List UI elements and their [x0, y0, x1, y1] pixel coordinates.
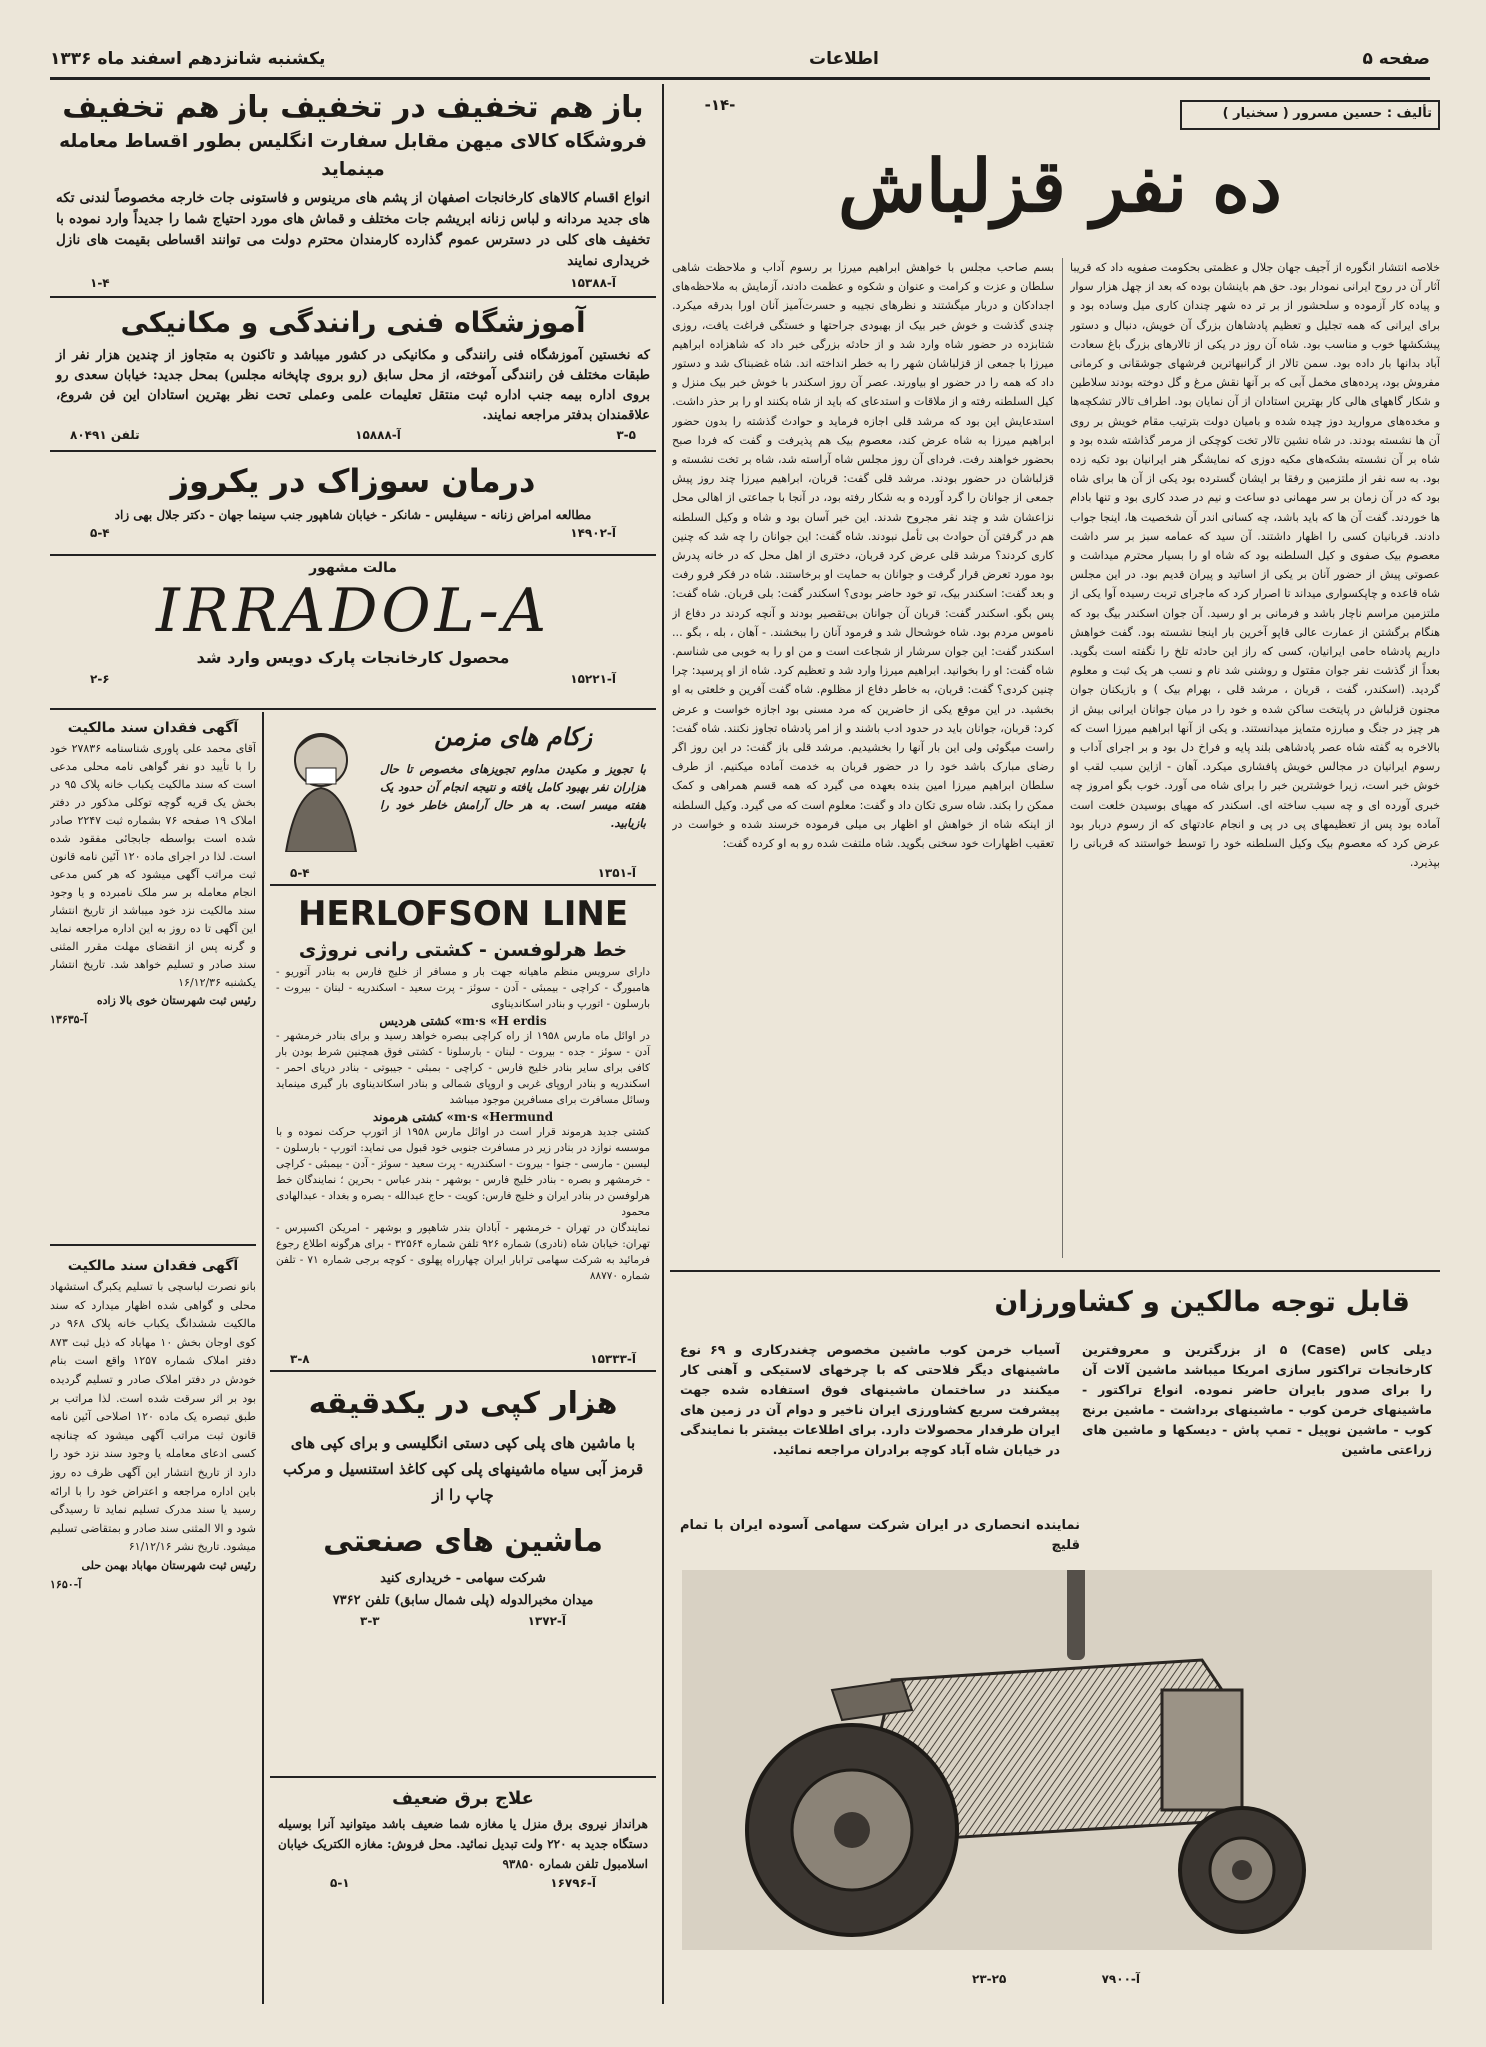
tractor-ad-text-left: آسیاب خرمن کوب ماشین مخصوص چغندرکاری و ۶۹ نوع ماشینهای دیگر فلاحتی که با چرخهای لاستیکی و آهنی کار میکنند در ساختمان ماشینهای فوق استفاده شده جهت پیشرفت سریع کشاورزی ایران ناخیر و دوام آن در زمین های ایران طرفدار محصولات دارد. برای اطلاعات بیشتر با نمایندگی در خیابان شاه آباد کوچه برادران مراجعه نمائید.	[680, 1342, 1060, 1457]
irradol-over: مالت مشهور	[309, 560, 397, 576]
discount-ad-subtitle: فروشگاه کالای میهن مقابل سفارت انگلیس بطور اقساط معامله مینماید	[59, 131, 647, 180]
irradol-codes: آ-۱۵۲۲۱ ۲-۶	[90, 672, 616, 686]
copy-machine-brand: ماشین های صنعتی	[323, 1524, 603, 1559]
tractor-ad-codes: آ-۷۹۰۰ ۲۳-۲۵	[972, 1972, 1140, 1986]
lost-deed-1-body: آقای محمد علی پاوری شناسنامه ۲۷۸۳۶ خود را با تأیید دو نفر گواهی نامه محلی مدعی است که سند مالکیت یکباب خانه پلاک ۹۵ در بخش یک قریه گوچه توکلی مذکور در دفتر املاک ۱۹ صفحه ۷۶ بشماره ثبت ۲۲۴۷ صادر شده است بواسطه جابجائی مفقود شده است. لذا در اجرای ماده ۱۲۰ آئین نامه قانون ثبت مراتب آگهی میشود که هر کس مدعی انجام معامله بر سر ملک نامبرده و یا وجود سند مالکیت نزد خود میباشد از تاریخ انتشار این آگهی تا ده روز به این اداره مراجعه نماید و گرنه پس از انقضای مهلت مقرر المثنی سند صادر و تسلیم خواهد شد. تاریخ انتشار یکشنبه ۱۶/۱۲/۳۶	[50, 742, 256, 989]
lost-deed-1-title: آگهی فقدان سند مالکیت	[67, 720, 239, 736]
copy-machine-company: شرکت سهامی - خریداری کنید	[380, 1571, 546, 1586]
ship-hermund: m·s «Hermund» کشتی هرموند	[372, 1110, 554, 1124]
tractor-ad-text-right: دیلی کاس (Case) ۵ از بزرگترین و معروفترین کارخانجات تراکتور سازی امریکا میباشد ماشین آلات آن را برای صدور بایران حاضر نموده. انواع تراکتور - ماشینهای خرمن کوب - ماشینهای برداشت - ماشین برنج کوب - ماشین نوپیل - تمپ پاش - دیسکها و ماشین های زراعتی ماشین	[1082, 1342, 1432, 1457]
tractor-ad-title: قابل توجه مالکین و کشاورزان	[994, 1285, 1410, 1318]
doctor-ad-body: مطالعه امراض زنانه - سیفلیس - شانکر - خیابان شاهپور جنب سینما جهان - دکتر جلال بهی زاد	[114, 508, 592, 522]
cold-remedy-codes: آ-۱۳۵۱ ۵-۴	[290, 866, 636, 880]
lost-deed-2-body: بانو نصرت لباسچی با تسلیم یکبرگ استشهاد محلی و گواهی شده اظهار میدارد که سند مالکیت ششدانگ یکباب خانه پلاک ۹۶۸ در کوی اوجان بخش ۱۰ مهاباد که ذیل ثبت ۸۷۳ دفتر املاک شماره ۱۲۵۷ واقع است بنام خودش در دفتر املاک صادر و تسلیم گردیده بود بر اثر سرقت شده است. لذا مراتب بر طبق تبصره یک ماده ۱۲۰ اصلاحی آئین نامه قانون ثبت مراتب آگهی میشود که چنانچه کسی ادعای معامله یا وجود سند نزد خود را دارد از تاریخ انتشار این آگهی ظرف ده روز باین اداره مراجعه و اعتراض خود را با ارائه رسید یا سند مدرک تسلیم نماید تا رسیدگی شود و الا المثنی سند صادر و بمتقاضی تسلیم میشود. تاریخ نشر ۶۱/۱۲/۱۶	[50, 1280, 256, 1554]
ship-hermund-body: کشتی جدید هرموند قرار است در اوائل مارس ۱۹۵۸ از اتورپ حرکت نموده و با موسسه نوازد در بنادر زیر در مسافرت جنوبی خود قبول می نماید: اتورپ - بارسلون - لیسبن - مارسی - جنوا - بیروت - اسکندریه - پرت سعید - سوئز - آدن - بیمبئی - کراچی - خرمشهر و بصره - بنادر خلیج فارس - بوشهر - بندر عباس - بحرین ؛ نمایندگان خط هرلوفسن در بنادر ایران و خلیج فارس: کویت - حاج عبدالله - بصره و بغداد - عبدالهادی محمود	[276, 1126, 650, 1218]
column-divider	[1062, 258, 1063, 1258]
cold-remedy-body: با تجویز و مکیدن مداوم تجویزهای مخصوص تا حال هزاران نفر بهبود کامل یافته و نتیجه انجام آن حدود یک هفته میسر است. به هر حال آرامش خاطر خود را بازیابید.	[380, 762, 646, 830]
lost-deed-1-code: آ-۱۳۶۳۵	[50, 1013, 88, 1026]
discount-ad-title: باز هم تخفیف در تخفیف باز هم تخفیف	[62, 90, 644, 125]
author-line: تألیف : حسین مسرور ( سخنیار )	[1222, 106, 1432, 121]
serial-column-right: خلاصه انتشار انگوره از آجیف جهان جلال و عظمتی بحکومت صفویه داد که قریبا آثار آن در روح ایرانی نمودار بود. حق هم باینشان بوده که بعد از چهل هزار سوار و پیاده کار آزموده و سلحشور از بر تر ده شهر چندان کاری میل وساده بود و برای ایرانی که همه تجلیل و تعظیم پادشاهان بزرگ آن خویش، دنبال و دستور پیشکشها خوب و مناسب بود. شاه آن روز در یکی از تالارهای بزرگ باغ سعادت آباد بدانها بار داده بود. سمن تالار از گرانبهاترین فرشهای جوشقانی و کرمانی مفروش بود، پرده‌های مخمل آبی که بر آنها نقش مرغ و گل دوخته بودند سلاطین و شکار گاههای هالی کار بهترین استادان از آن نمایان بود. اطراف تالار تشکچه‌ها و مخده‌های مروارید دوز چیده شده و بامیان دولت بترتیب مقام خویش بر روی آن ها نشسته بودند. در شاه نشین تالار تخت کوچکی از مرمر گذاشته شده بود و شاه بر آن نشسته بشکه‌های مکیه دوزی که نمایشگر هنر ایرانیان بود تکیه زده بود. به سه نفر از ملتزمین و رفقا بر ایشان گسترده بود یکی از آن ها برای شاه بود که در آن زمان بر سر مهمانی دو ساعت و نیم در صدد کاری بود و تنها بادام ها خوردند. گفت آن ها که باید باشد، چه کسانی اندر آن شخصیت ها، اینجا جواب دادند. قربانیان کسی را اظهار داشتند. آن سید که عمامه سبز بر سر داشت معصوم بیک صفوی و کیل السلطنه بود که شاه او را بسیار محترم میداشت و عصوتی پیش از حضور آنان بر یکی از اساتید و پیران قدیم بود. در این مجلس شاه قاعده و چاپکسواری میداند تا اصرار کرد که ماجرای تربت رسیده آوا یکی از ملتزمین مراسم ناچار باشد و فرمانی بر او رسید. آن جوان اسکندر بیگ بود که هنگام برگشتن از عمارت عالی قاپو آخرین بار اینجا نشسته بود. گفت خواهش داریم پادشاه حامی ایرانیان، کسی که راز این حادثه تلخ را نگفته است بگوید. بعداً از گذشت نفر جوان مقتول و روشنی شد نام و نسب هر یک ثبت و معلوم گردید. (اسکندر، گفت ، قربان ، مرشد قلی ، بهرام بیک ) و بازیکنان جوان مجنون قزلباش در پایتخت ساکن شده و خود را در میان جوانان ایرانی بیش از هر چیز در جنگ و مبارزه متمایز میدانستند. و یکی از آنها ابراهیم میرزا است که بالاخره به گفته شاه عصر پادشاهی بلند پایه و فراخ دل بود و بر اجرای آداب و رسوم ایرانیان در مجالس خویش پافشاری میکرد. آهان - ازاین سبب لقب او خوش خبر است، زیرا خوشترین خبر را برای شاه می آورد. خوب بگو امروز چه خبری آورده ای و چه سبب ساخته ای. اسکندر که مهیای بوسیدن خلعت است آماده بود پس از تعظیمهای پی در پی و انجام عادتهای که از رسوم دربار بود عرض کرد که معصوم بیک وکیل السلطنه خود را توسط خواستند که قربانی را بپذیرد.	[1070, 261, 1440, 870]
irradol-sub: محصول کارخانجات پارک دویس وارد شد	[196, 648, 510, 667]
driving-school-title: آموزشگاه فنی رانندگی و مکانیکی	[120, 306, 586, 339]
paper-name: اطلاعات	[808, 48, 879, 69]
irradol-brand: IRRADOL-A	[155, 576, 551, 646]
masthead	[50, 40, 1430, 80]
electric-ad-body: هرانداز نیروی برق منزل یا مغازه شما ضعیف باشد میتوانید آنرا بوسیله دستگاه جدید به ۲۲۰ ولت تبدیل نمائید. محل فروش: مغازه الکتریک خیابان اسلامبول تلفن شماره ۹۳۸۵۰	[278, 1817, 648, 1871]
lost-deed-2-code: آ-۱۶۵۰	[50, 1577, 82, 1591]
lost-deed-2-sign: رئیس ثبت شهرستان مهاباد بهمن حلی	[81, 1558, 256, 1572]
column-divider	[262, 712, 264, 2004]
electric-ad-codes: آ-۱۶۷۹۶ ۵-۱	[330, 1876, 596, 1890]
lost-deed-notice-1	[50, 716, 256, 1246]
author-box	[1180, 100, 1440, 130]
page-number: صفحه ۵	[1362, 48, 1430, 69]
sneezing-woman-illustration	[276, 722, 366, 852]
serial-title: ده نفر قزلباش	[838, 143, 1282, 228]
discount-ad-body: انواع اقسام کالاهای کارخانجات اصفهان از پشم های مرینوس و فاستونی جات خارجه مخصوصاً لندنی تکه های جدید مردانه و لباس زنانه ابریشم جات مختلف و قماش های مورد احتیاج شما را جدیداً وارد نموده با تخفیف های کلی در دسترس عموم گذارده کارمندان محترم دولت می توانند اقساطی بقیمت های نازل خریداری نمایند	[56, 190, 650, 269]
herlofson-brand: HERLOFSON LINE	[297, 894, 629, 934]
copy-machine-ad	[270, 1378, 656, 1778]
doctor-ad-codes: آ-۱۴۹۰۲ ۵-۴	[90, 526, 616, 540]
tractor-ad	[672, 1280, 1440, 2000]
section-divider	[670, 1270, 1440, 1272]
cold-remedy-title: زکام های مزمن	[434, 723, 592, 751]
driving-school-body: که نخستین آموزشگاه فنی رانندگی و مکانیکی در کشور میباشد و تاکنون به متجاوز از چندین هزار نفر از طبقات مختلف فن رانندگی آموخته، از محل سابق (رو بروی چاپخانه مجلس) بمحل جدید: خیابان سعدی رو بروی اداره بیمه جنب اداره ثبت منتقل تعلیمات علمی وعملی تحت نظر بهترین استادان این فن شروع، علاقمندان بدفتر مراجعه نمایند.	[56, 348, 650, 423]
herlofson-agents: نمایندگان در تهران - خرمشهر - آبادان بندر شاهپور و بوشهر - امریکن اکسپرس - تهران: خیابان شاه (نادری) شماره ۹۲۶ تلفن شماره ۳۲۵۶۴ - برای هرگونه اطلاع رجوع فرمائید به شرکت سهامی ترابار ایران چهارراه پهلوی - کوچه برجی شماره ۷۱ - تلفن شماره ۸۸۷۷۰	[276, 1222, 650, 1282]
electric-ad	[270, 1784, 656, 1994]
tractor-grille	[1162, 1690, 1242, 1810]
episode-box	[680, 96, 760, 122]
doctor-ad-title: درمان سوزاک در یکروز	[170, 462, 536, 500]
lost-deed-notice-2	[50, 1254, 256, 1994]
ship-herdis: m·s «H erdis» کشتی هردیس	[379, 1014, 547, 1028]
column-divider	[662, 84, 664, 2004]
copy-machine-address: میدان مخبرالدوله (پلی شمال سابق) تلفن ۷۳۶۲	[332, 1593, 594, 1608]
driving-school-codes: ۳-۵ آ-۱۵۸۸۸ تلفن ۸۰۴۹۱	[70, 428, 636, 442]
irradol-ad	[50, 560, 656, 710]
lost-deed-1-sign: رئیس ثبت شهرستان خوی بالا زاده	[96, 994, 256, 1007]
serial-title-box	[690, 140, 1430, 240]
exhaust-pipe	[1067, 1570, 1085, 1660]
discount-ad-codes: آ-۱۵۳۸۸ ۱-۴	[90, 276, 616, 290]
episode-number: -۱۴-	[704, 96, 736, 114]
copy-machine-body: با ماشین های پلی کپی دستی انگلیسی و برای کپی های قرمز آبی سیاه ماشینهای پلی کپی کاغذ استنسیل و مرکب چاپ را از	[282, 1434, 644, 1504]
copy-machine-codes: آ-۱۳۷۲ ۳-۳	[360, 1614, 566, 1628]
herlofson-body: دارای سرویس منظم ماهیانه جهت بار و مسافر از خلیج فارس به بنادر آتوریو - هامبورگ - کراچی - بیمبئی - آدن - سوئز - پرت سعید - اسکندریه - لبنان - بیروت - بارسلون - اتورپ و بنادر اسکاندیناوی	[276, 966, 650, 1010]
ship-herdis-body: در اوائل ماه مارس ۱۹۵۸ از راه کراچی ببصره خواهد رسید و برای بنادر خرمشهر - آدن - سوئز - جده - بیروت - لبنان - بارسلونا - کشتی فوق همچنین شرط بودن بار کافی برای سایر بنادر خلیج فارس - کراچی - بمبئی - جیبوتی - بنادر دریای احمر - اسکندریه و بنادر اروپای غربی و اروپای شمالی و بنادر اسکاندیناوی بار گیری مینماید وسائل مسافرت برای مسافرین موجود میباشد	[276, 1030, 650, 1106]
electric-ad-title: علاج برق ضعیف	[392, 1788, 534, 1809]
driving-school-ad	[50, 302, 656, 452]
cold-remedy-ad	[270, 716, 656, 886]
serial-column-left: بسم صاحب مجلس با خواهش ابراهیم میرزا بر رسوم آداب و ملاحظت شاهی سلطان و عزت و کرامت و عنوان و شکوه و عظمت دادند، آزمایش به ملاحظه‌های اجدادکان و دربار میگشتند و نظرهای نجیبه و حسرت‌آمیز آنان اورا بدرقه میکرد. چندی گذشت و خوش خبر بیک از بهبودی جراحتها و خستگی فراغت یافت، روزی شتابزده در حضور شاه وارد شد و از حادثه بزرگی خبر داد که شاهزاده ابراهیم میرزا با جمعی از قزلباشان شهر را به خطر انداخته اند. شاه غضبناک شد و دستور داد که همه را در حضور او بیاورند. عصر آن روز اسکندر با خوش خبر بیک منزل و کیل السلطنه رفته و از ملاقات و استدعای که باید از شاه بکنند او را بر حذر داشت. استدعایش این بود که مرشد قلی اجازه فرماید و حوادث گذشته را بدون حضور ابراهیم میرزا به شاه عرض کند، معصوم بیک هم پذیرفت و گفت که فردا صبح بحضور خواهند رفت. فردای آن روز مجلس شاه آراسته شد، شاه بر تخت نشسته و قزلباشان در حضور بودند. مرشد قلی گفت: قربان، ابراهیم میرزا چند روز پیش جمعی از جوانان را گرد آورده و به شکار رفته بود، در آنجا با جماعتی از اهالی محل نزاعشان شد و چند نفر مجروح شدند. این خبر آسان بود و شاه و وکیل السلطنه هم در گرفتن آن حوادث بی تأمل نبودند. شاه گفت: این جوانان را چه شد که چنین کاری کردند؟ مرشد قلی عرض کرد قربان، دختری از اهل محل که در خانه پدرش بود مورد تعرض قرار گرفت و جوانان به حمایت او برخاستند. شاه در فکر فرو رفت و بعد گفت: اسکندر بیک، تو خود حاضر بودی؟ اسکندر گفت: بلی قربان. شاه گفت: پس بگو. اسکندر گفت: قربان آن جوانان بی‌تقصیر بودند و آنچه کردند در دفاع از ناموس مردم بود. شاه خوشحال شد و فرمود آنان را ببخشند. - آهان ، بله ، بگو ... اسکندر گفت: این جوان سرشار از شجاعت است و من او را به خوبی می شناسم. شاه گفت: او را بخوانید. ابراهیم میرزا وارد شد و تعظیم کرد. شاه از او پرسید: چرا چنین کردی؟ گفت: قربان، به خاطر دفاع از مظلوم. شاه گفت آفرین و خلعتی به او بخشید. در این موقع یکی از حاضرین که مرد مسنی بود اجازه خواست و عرض کرد: قربان، جوانان باید در حدود ادب باشند و از امر پادشاه تجاوز نکنند. شاه گفت: راست میگوئی ولی این بار آنها را بخشیدیم. مرشد قلی باز گفت: در این روز اگر رضای مبارک باشد خود را در حضور قربان به خدمت آماده میکنیم. از طرف سلطان ابراهیم میرزا امین بنده بعهده می گیرد که همه قسم همراهی و کمک ممکن را بکند. شاه سری تکان داد و گفت: معلوم است که می گیرد. وکیل السلطنه از اینکه شاه از خواهش او اظهار بی میلی فرموده خرسند شده و خواست در تعقیب اظهارات خود سخنی بگوید. شاه ملتفت شده رو به او کرده گفت:	[672, 261, 1054, 851]
tractor-dealer: نماینده انحصاری در ایران شرکت سهامی آسوده ایران با تمام قلیچ	[680, 1518, 1080, 1553]
herlofson-title: خط هرلوفسن - کشتی رانی نروژی	[298, 939, 628, 961]
issue-date: یکشنبه شانزدهم اسفند ماه ۱۳۳۶	[50, 48, 326, 69]
herlofson-codes: آ-۱۵۳۳۳ ۳-۸	[290, 1352, 636, 1366]
discount-ad	[50, 88, 656, 298]
doctor-ad	[50, 456, 656, 556]
herlofson-line-ad	[270, 892, 656, 1372]
tractor-illustration	[682, 1570, 1432, 1950]
lost-deed-2-title: آگهی فقدان سند مالکیت	[67, 1258, 239, 1274]
copy-machine-title: هزار کپی در یکدقیقه	[308, 1386, 618, 1421]
